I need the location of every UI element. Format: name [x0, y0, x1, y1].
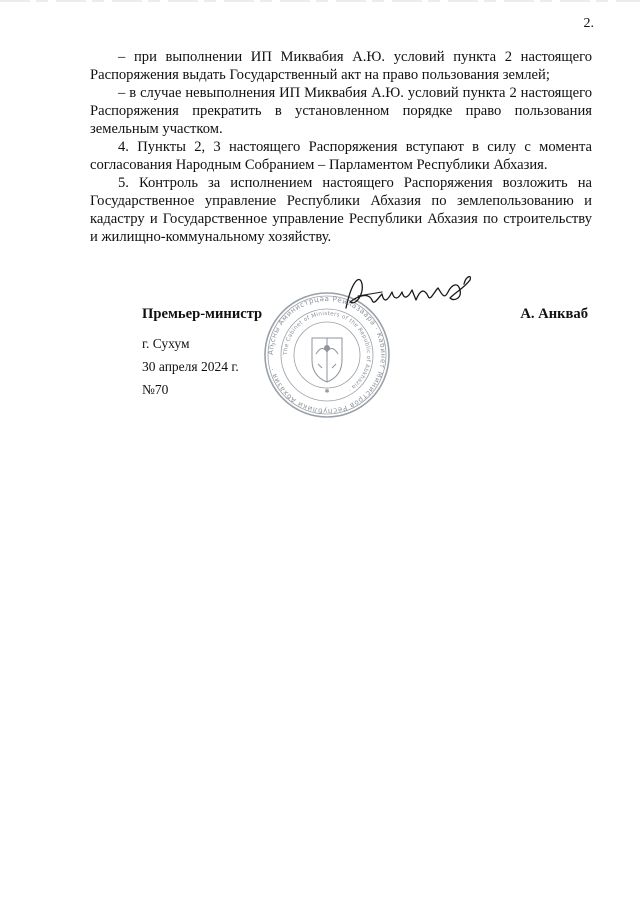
paragraph-entry-into-force: 4. Пункты 2, 3 настоящего Распоряжения вступают в силу с момента согласования Народным Собранием – Парламентом Республики Абхазия. [90, 139, 592, 173]
signatory-name: А. Анкваб [520, 306, 588, 322]
page-number: 2. [583, 16, 594, 31]
svg-text:Аҧсны Аминистрцәа Реилазаара ·: Аҧсны Аминистрцәа Реилазаара · Кабинет Министров Республики Абхазия · [266, 294, 388, 416]
paragraph-terminate-right: – в случае невыполнения ИП Миквабия А.Ю. условий пункта 2 настоящего Распоряжения прекратить в установленном порядке право пользования земельным участком. [90, 85, 592, 137]
paragraph-control: 5. Контроль за исполнением настоящего Распоряжения возложить на Государственное управление Республики Абхазия по землепользованию и кадастру и Государственное управление Республики Абхазия по строительству и жилищно-коммунальному хозяйству. [90, 175, 592, 245]
svg-text:The Cabinet of Ministers of th: The Cabinet of Ministers of the Republic of Abkhazia · [282, 310, 372, 393]
issue-date: 30 апреля 2024 г. [142, 359, 239, 374]
handwritten-signature [338, 270, 486, 320]
place-of-issue: г. Сухум [142, 336, 190, 351]
order-number: №70 [142, 382, 169, 397]
document-body [90, 48, 592, 246]
scan-top-edge [0, 0, 640, 6]
paragraph-issue-act: – при выполнении ИП Миквабия А.Ю. условий пункта 2 настоящего Распоряжения выдать Государственный акт на право пользования землей; [90, 49, 592, 83]
svg-text:✱: ✱ [324, 388, 330, 395]
signatory-title: Премьер-министр [142, 306, 263, 322]
coat-of-arms-icon [312, 338, 342, 382]
